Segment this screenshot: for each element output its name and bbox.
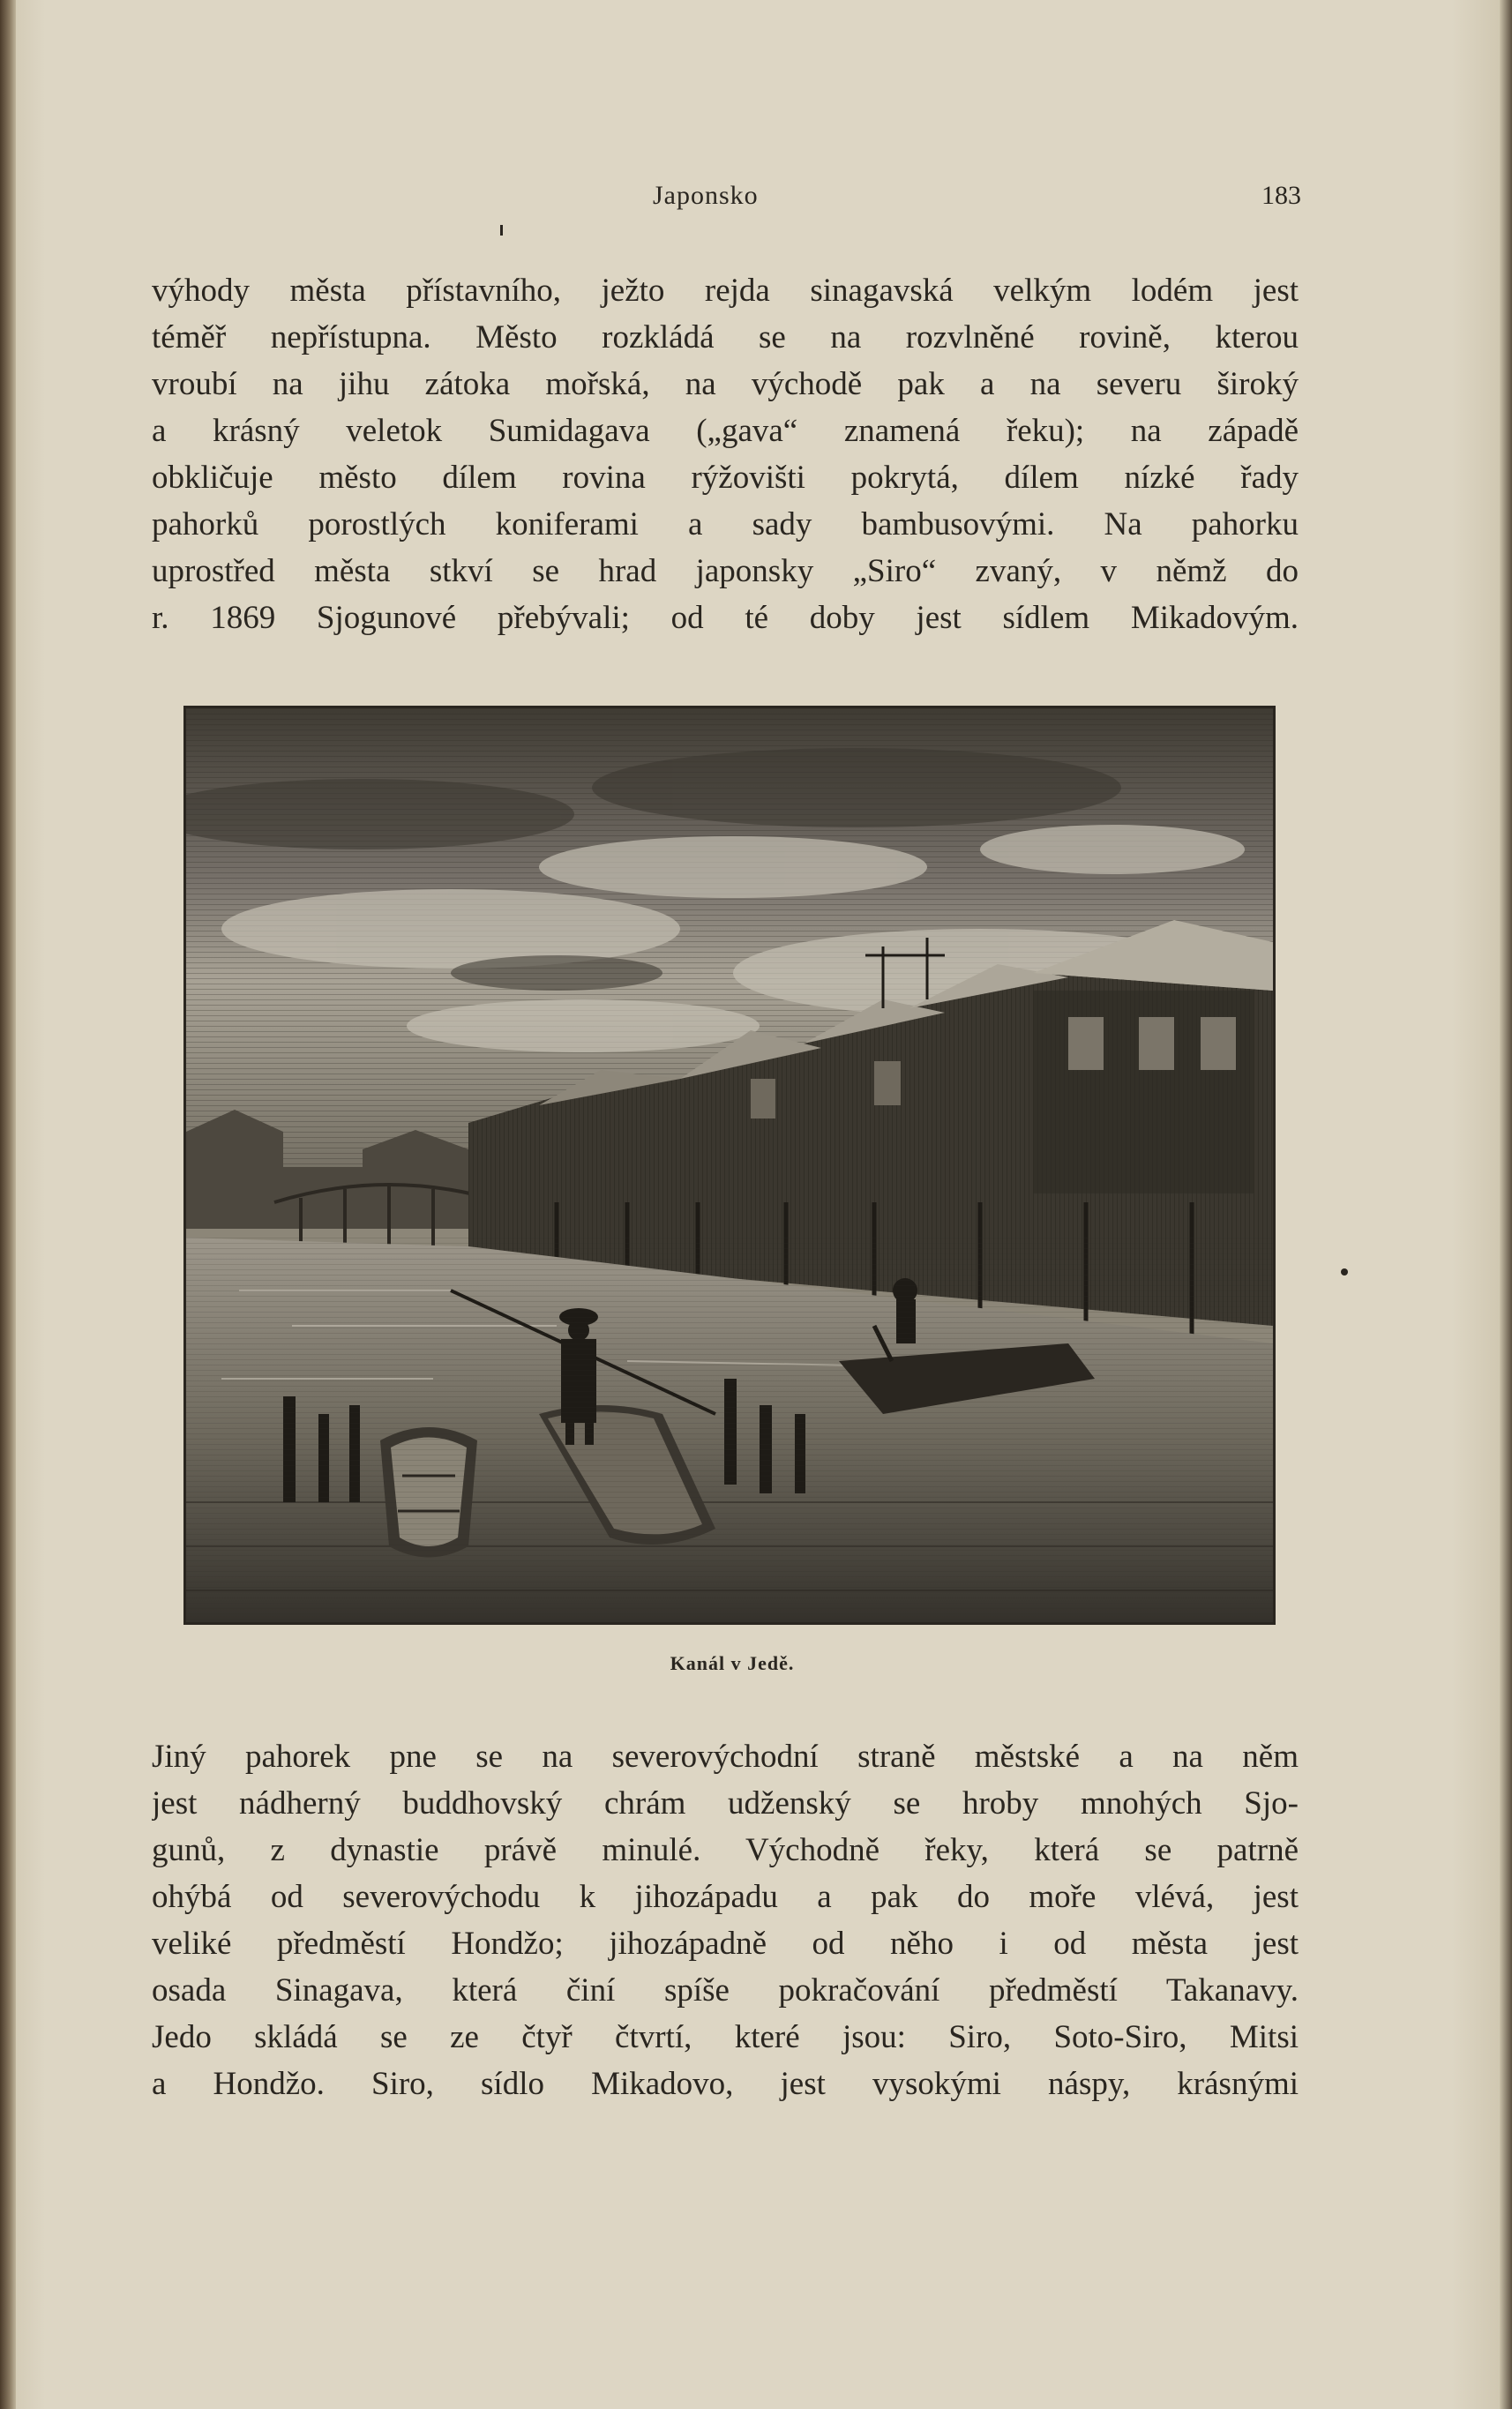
figure-caption: Kanál v Jedě.: [670, 1652, 795, 1674]
book-spine: [0, 0, 16, 2409]
paragraph-bottom: [152, 1733, 1299, 2107]
running-head: [150, 181, 1301, 216]
text-line: jest nádherný buddhovský chrám udženský se hroby mnohých Sjo-: [152, 1785, 1299, 1822]
text-line: Jedo skládá se ze čtyř čtvrtí, které jsou: Siro, Soto-Siro, Mitsi: [152, 2019, 1299, 2055]
text-line: gunů, z dynastie právě minulé. Východně řeky, která se patrně: [152, 1832, 1299, 1868]
text-line: obkličuje město dílem rovina rýžovišti pokrytá, dílem nízké řady: [152, 460, 1299, 496]
text-line: r. 1869 Sjogunové přebývali; od té doby jest sídlem Mikadovým.: [152, 600, 1299, 636]
text-line: ohýbá od severovýchodu k jihozápadu a pak do moře vlévá, jest: [152, 1879, 1299, 1915]
text-line: pahorků porostlých koniferami a sady bambusovými. Na pahorku: [152, 506, 1299, 542]
text-line: veliké předměstí Hondžo; jihozápadně od něho i od města jest: [152, 1926, 1299, 1962]
text-line: osada Sinagava, která činí spíše pokračování předměstí Takanavy.: [152, 1972, 1299, 2009]
running-title: Japonsko: [653, 181, 759, 210]
text-line: téměř nepřístupna. Město rozkládá se na rozvlněné rovině, kterou: [152, 319, 1299, 355]
text-line: vroubí na jihu zátoka mořská, na východě pak a na severu široký: [152, 366, 1299, 402]
text-line: a krásný veletok Sumidagava („gava“ znamená řeku); na západě: [152, 413, 1299, 449]
text-line: Jiný pahorek pne se na severovýchodní straně městské a na něm: [152, 1739, 1299, 1775]
text-line: uprostřed města stkví se hrad japonsky „Siro“ zvaný, v němž do: [152, 553, 1299, 589]
print-mark: [500, 225, 503, 236]
page-edge: [1500, 0, 1512, 2409]
stray-mark: [1341, 1268, 1348, 1276]
page-number: 183: [1261, 181, 1301, 210]
engraving-canal: [183, 706, 1276, 1625]
text-line: a Hondžo. Siro, sídlo Mikadovo, jest vysokými náspy, krásnými: [152, 2066, 1299, 2102]
text-line: výhody města přístavního, ježto rejda sinagavská velkým lodém jest: [152, 273, 1299, 309]
paragraph-top: [152, 267, 1299, 641]
